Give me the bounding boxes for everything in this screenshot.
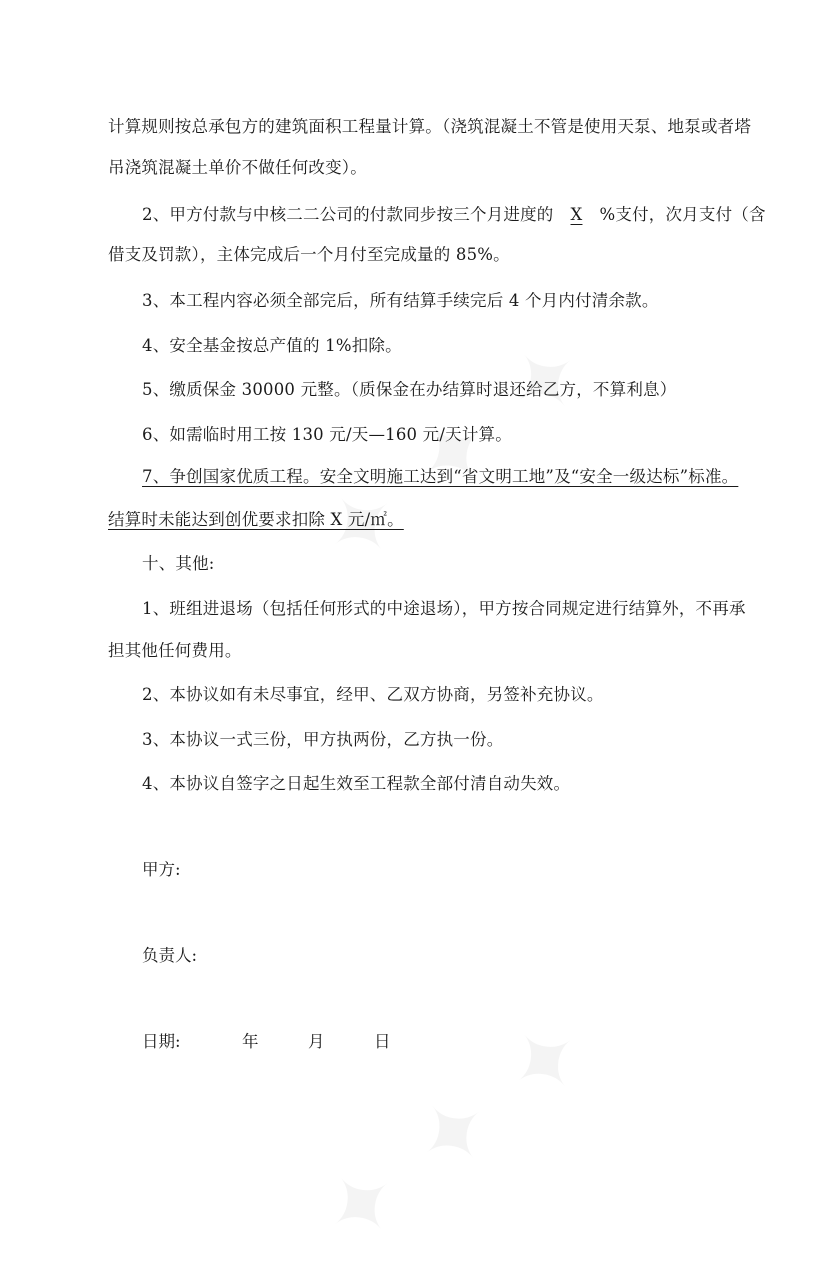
clause-6: 6、如需临时用工按 130 元/天—160 元/天计算。 — [142, 425, 512, 444]
section-10-item-4: 4、本协议自签字之日起生效至工程款全部付清自动失效。 — [142, 774, 571, 793]
section-10-item-1-line2: 担其他任何费用。 — [108, 641, 242, 660]
clause-4: 4、安全基金按总产值的 1%扣除。 — [142, 336, 402, 355]
date-day: 日 — [374, 1032, 391, 1051]
clause-7-underlined-text: 7、争创国家优质工程。安全文明施工达到“省文明工地”及“安全一级达标”标准。 — [142, 467, 739, 486]
clause-2-line1 — [142, 203, 766, 227]
clause-2-text-a: 2、甲方付款与中核二二公司的付款同步按三个月进度的 — [142, 205, 554, 224]
payment-percent-blank: X — [570, 205, 583, 224]
paragraph-calc-rule-line1: 计算规则按总承包方的建筑面积工程量计算。（浇筑混凝土不管是使用天泵、地泵或者塔 — [108, 117, 752, 136]
clause-7-line1 — [142, 465, 748, 489]
party-a-label: 甲方: — [142, 860, 181, 879]
date-month: 月 — [308, 1032, 325, 1051]
clause-3: 3、本工程内容必须全部完后，所有结算手续完后 4 个月内付清余款。 — [142, 291, 659, 310]
section-10-item-3: 3、本协议一式三份，甲方执两份，乙方执一份。 — [142, 730, 504, 749]
paragraph-calc-rule-line2: 吊浇筑混凝土单价不做任何改变）。 — [108, 158, 367, 177]
date-year: 年 — [242, 1032, 259, 1051]
date-line — [142, 1030, 391, 1054]
clause-2-text-b: %支付，次月支付（含 — [599, 205, 766, 224]
responsible-person-label: 负责人: — [142, 946, 198, 965]
clause-7-underlined-text-2: 结算时未能达到创优要求扣除 X 元/㎡。 — [108, 510, 404, 529]
section-10-heading: 十、其他: — [142, 554, 215, 573]
section-10-item-1-line1: 1、班组进退场（包括任何形式的中途退场），甲方按合同规定进行结算外，不再承 — [142, 599, 746, 618]
clause-7-line2 — [108, 508, 748, 532]
clause-2-line2: 借支及罚款），主体完成后一个月付至完成量的 85%。 — [108, 245, 510, 264]
date-label: 日期: — [142, 1032, 181, 1051]
clause-5: 5、缴质保金 30000 元整。（质保金在办结算时退还给乙方，不算利息） — [142, 380, 677, 399]
section-10-item-2: 2、本协议如有未尽事宜，经甲、乙双方协商，另签补充协议。 — [142, 685, 604, 704]
